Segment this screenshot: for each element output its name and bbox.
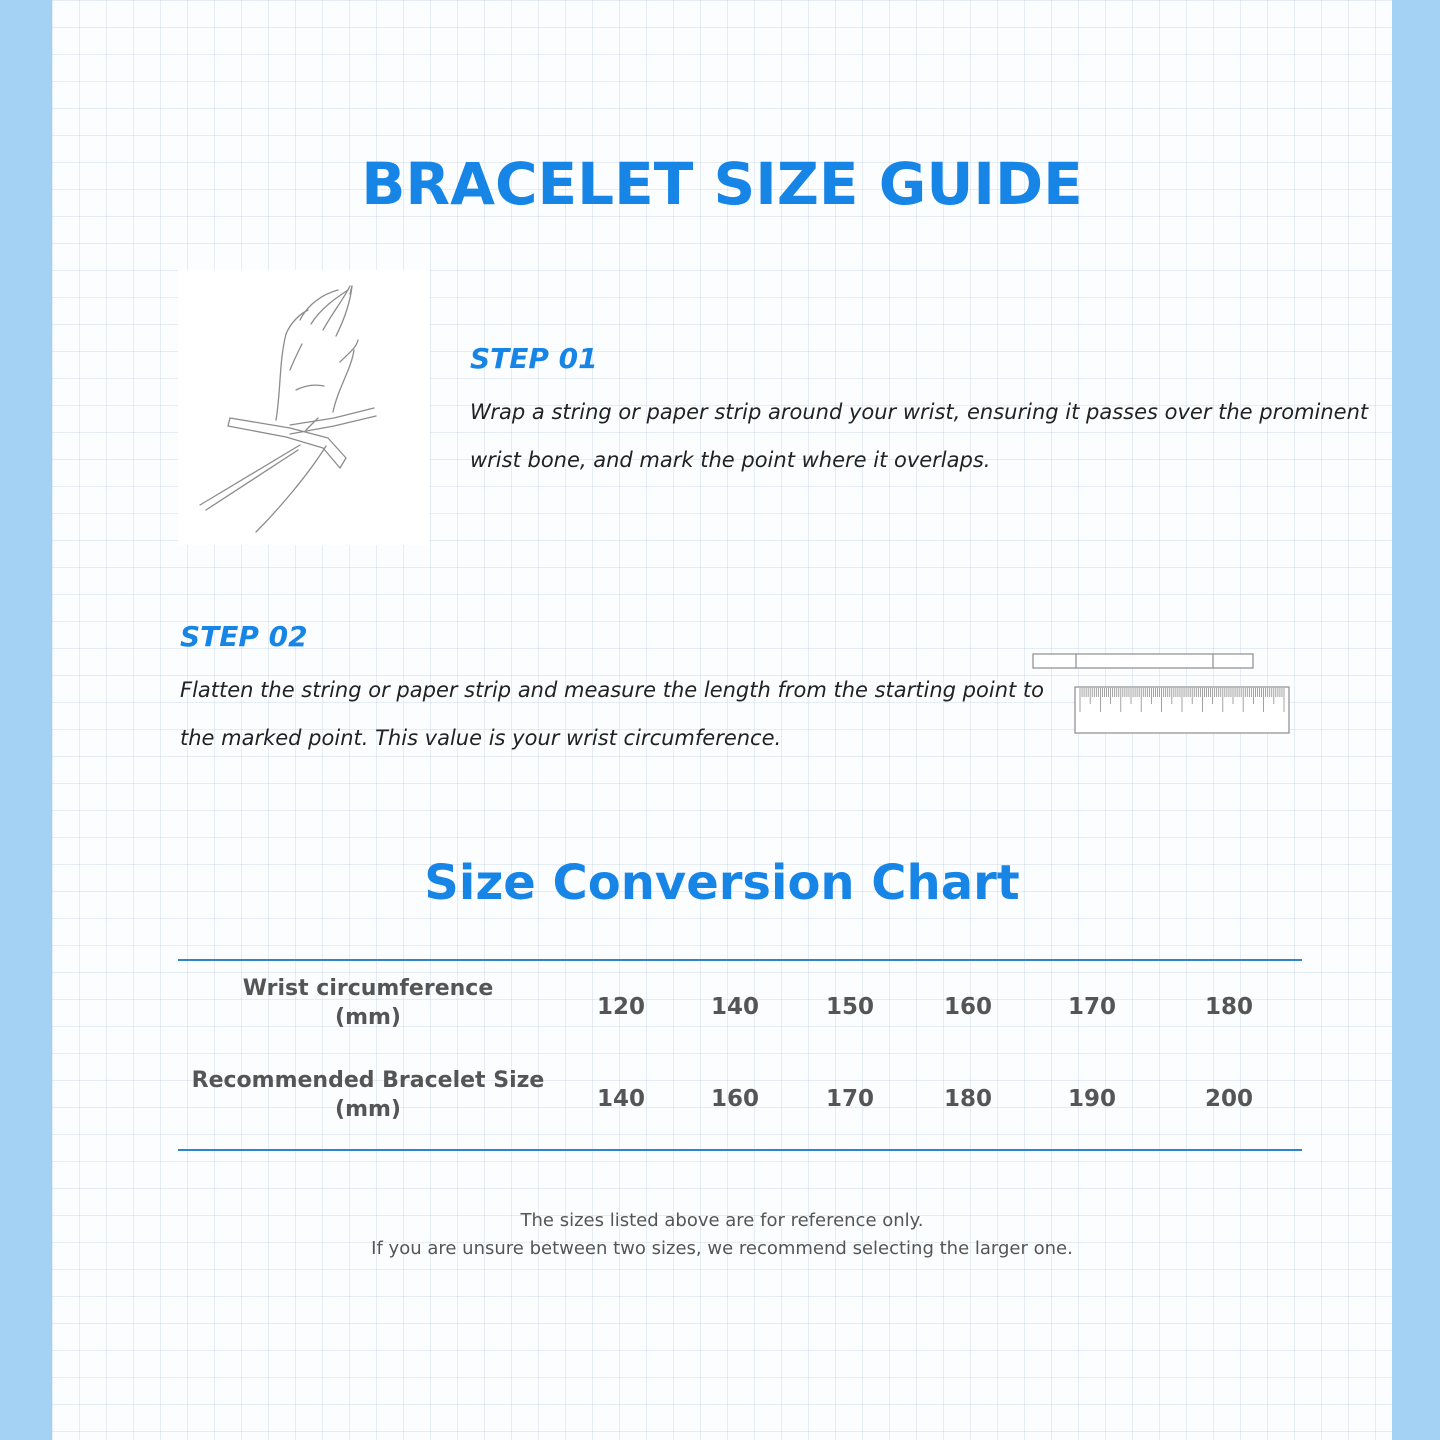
row-label xyxy=(178,1066,558,1124)
table-cell: 170 xyxy=(1067,994,1116,1020)
table-row-wrist-circumference xyxy=(178,974,1302,1046)
table-cell: 120 xyxy=(596,994,645,1020)
table-row-recommended-size xyxy=(178,1066,1302,1138)
table-cell: 140 xyxy=(710,994,759,1020)
row-label-unit: (mm) xyxy=(335,1097,401,1122)
table-cell: 180 xyxy=(943,1086,992,1112)
reference-note: The sizes listed above are for reference only. xyxy=(520,1210,924,1231)
table-cell: 140 xyxy=(596,1086,645,1112)
row-label-unit: (mm) xyxy=(335,1005,401,1030)
table-cell: 180 xyxy=(1204,994,1253,1020)
table-cell: 200 xyxy=(1204,1086,1253,1112)
step-02-instructions: Flatten the string or paper strip and measure the length from the starting point to the marked point. This value is your wrist circumference. xyxy=(180,678,1044,750)
table-cell: 160 xyxy=(943,994,992,1020)
step-02-title: STEP 02 xyxy=(180,620,308,653)
table-cell: 190 xyxy=(1067,1086,1116,1112)
row-label-line: Wrist circumference xyxy=(242,976,494,1001)
page-title: BRACELET SIZE GUIDE xyxy=(361,150,1083,218)
row-label-line: Recommended Bracelet Size xyxy=(191,1068,545,1093)
table-cell: 170 xyxy=(825,1086,874,1112)
size-conversion-table xyxy=(178,959,1302,1151)
ruler-icon xyxy=(1028,640,1298,745)
row-label xyxy=(178,974,558,1032)
sizing-advice-note: If you are unsure between two sizes, we recommend selecting the larger one. xyxy=(371,1238,1073,1259)
table-cell: 160 xyxy=(710,1086,759,1112)
table-cell: 150 xyxy=(825,994,874,1020)
size-chart-title: Size Conversion Chart xyxy=(424,855,1020,911)
size-guide-sheet xyxy=(52,0,1392,1440)
wrist-wrap-icon xyxy=(178,270,430,545)
step-01-instructions: Wrap a string or paper strip around your wrist, ensuring it passes over the prominent wrist bone, and mark the point where it overlaps. xyxy=(470,400,1369,472)
step-01-title: STEP 01 xyxy=(470,342,598,375)
